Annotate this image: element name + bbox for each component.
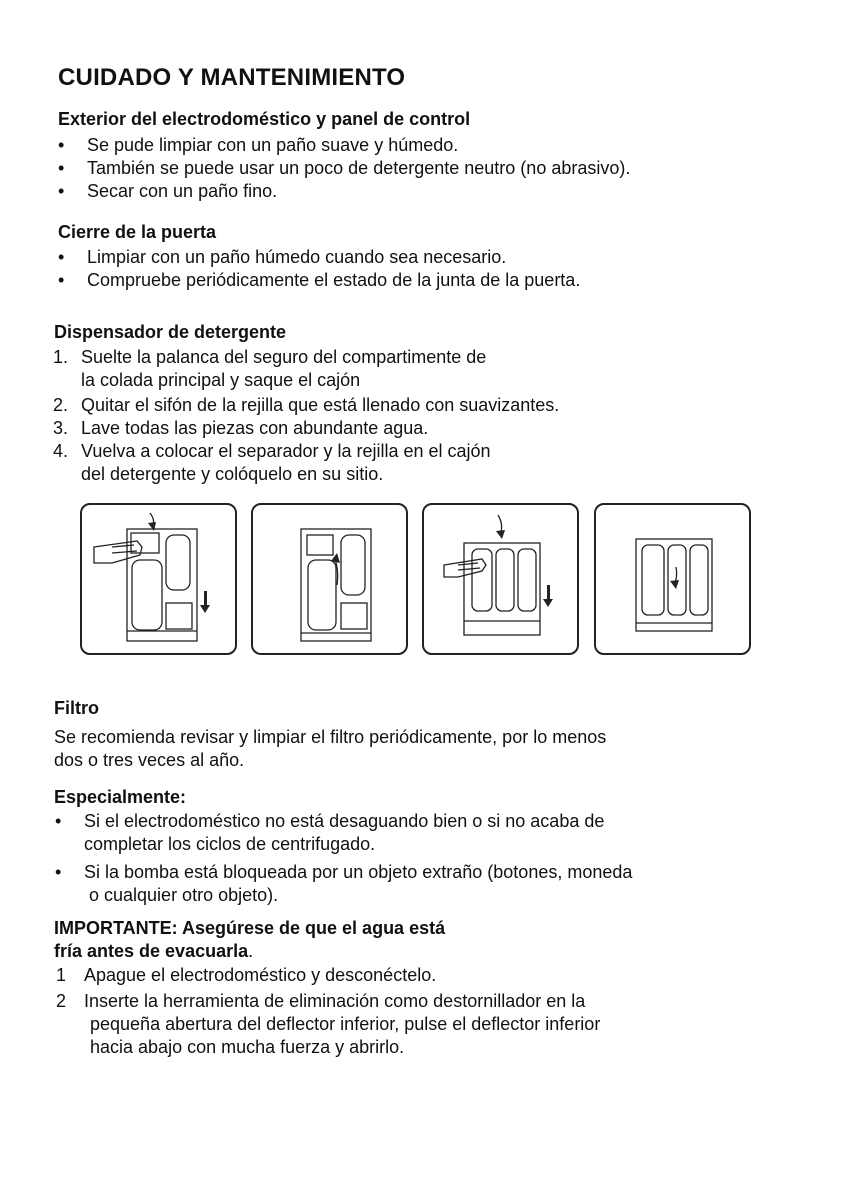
step-line: Inserte la herramienta de eliminación como destornillador en la [84,991,586,1011]
step-line: la colada principal y saque el cajón [81,370,361,390]
dispenser-illustration-2 [251,503,408,655]
exterior-bullet-3: • Secar con un paño fino. [87,180,277,203]
exterior-heading: Exterior del electrodoméstico y panel de control [58,109,471,129]
dispenser-illustration-4 [594,503,751,655]
important-subheading [54,940,253,963]
step-line: hacia abajo con mucha fuerza y abrirlo. [90,1037,405,1057]
dispenser-illustration-1 [80,503,237,655]
step-number: 2 [56,991,67,1011]
step-line: Lave todas las piezas con abundante agua. [81,418,429,438]
step-number: 2. [53,395,69,415]
door-bullet-2: • Compruebe periódicamente el estado de la junta de la puerta. [87,269,580,292]
dispenser-illustration-3 [422,503,579,655]
bullet-line: completar los ciclos de centrifugado. [84,834,376,854]
washing-parts-drawing [424,505,581,657]
bullet-line: • Si el electrodoméstico no está desaguando bien o si no acaba de [84,811,605,831]
step-line: Vuelva a colocar el separador y la rejilla en el cajón [81,441,491,461]
step-number: 3. [53,418,69,438]
step-line: del detergente y colóquelo en su sitio. [81,464,384,484]
important-step-1 [56,964,437,987]
filter-line: dos o tres veces al año. [54,750,245,770]
dispenser-step-3 [53,417,429,440]
filter-heading: Filtro [54,698,99,718]
bullet-line: o cualquier otro objeto). [84,885,279,905]
especially-bullet-1 [84,810,604,856]
reassemble-drawing [596,505,753,657]
filter-line: Se recomienda revisar y limpiar el filtro periódicamente, por lo menos [54,727,607,747]
important-step-2 [56,990,601,1059]
door-heading: Cierre de la puerta [58,222,217,242]
dispenser-step-1 [53,346,487,392]
especially-bullet-2 [84,861,632,907]
step-line: pequeña abertura del deflector inferior, pulse el deflector inferior [90,1014,601,1034]
exterior-bullet-2: • También se puede usar un poco de detergente neutro (no abrasivo). [87,157,630,180]
bullet-line: • Si la bomba está bloqueada por un objeto extraño (botones, moneda [84,862,633,882]
step-number: 4. [53,441,69,461]
step-line: Quitar el sifón de la rejilla que está llenado con suavizantes. [81,395,560,415]
step-number: 1. [53,347,69,367]
important-period: . [248,941,254,961]
dispenser-step-4 [53,440,491,486]
exterior-bullet-1: • Se pude limpiar con un paño suave y húmedo. [87,134,458,157]
dispenser-step-2 [53,394,560,417]
important-bold-text: fría antes de evacuarla [54,941,249,961]
filter-text [54,726,606,772]
important-heading: IMPORTANTE: Asegúrese de que el agua está [54,918,446,938]
door-bullet-1: • Limpiar con un paño húmedo cuando sea necesario. [87,246,506,269]
step-number: 1 [56,965,67,985]
step-line: Suelte la palanca del seguro del compartimente de [81,347,487,367]
drawer-release-drawing [82,505,239,657]
dispenser-heading: Dispensador de detergente [54,322,287,342]
step-line: Apague el electrodoméstico y desconéctelo. [84,965,437,985]
siphon-removal-drawing [253,505,410,657]
especially-heading: Especialmente: [54,787,187,807]
page-title: CUIDADO Y MANTENIMIENTO [58,64,406,91]
